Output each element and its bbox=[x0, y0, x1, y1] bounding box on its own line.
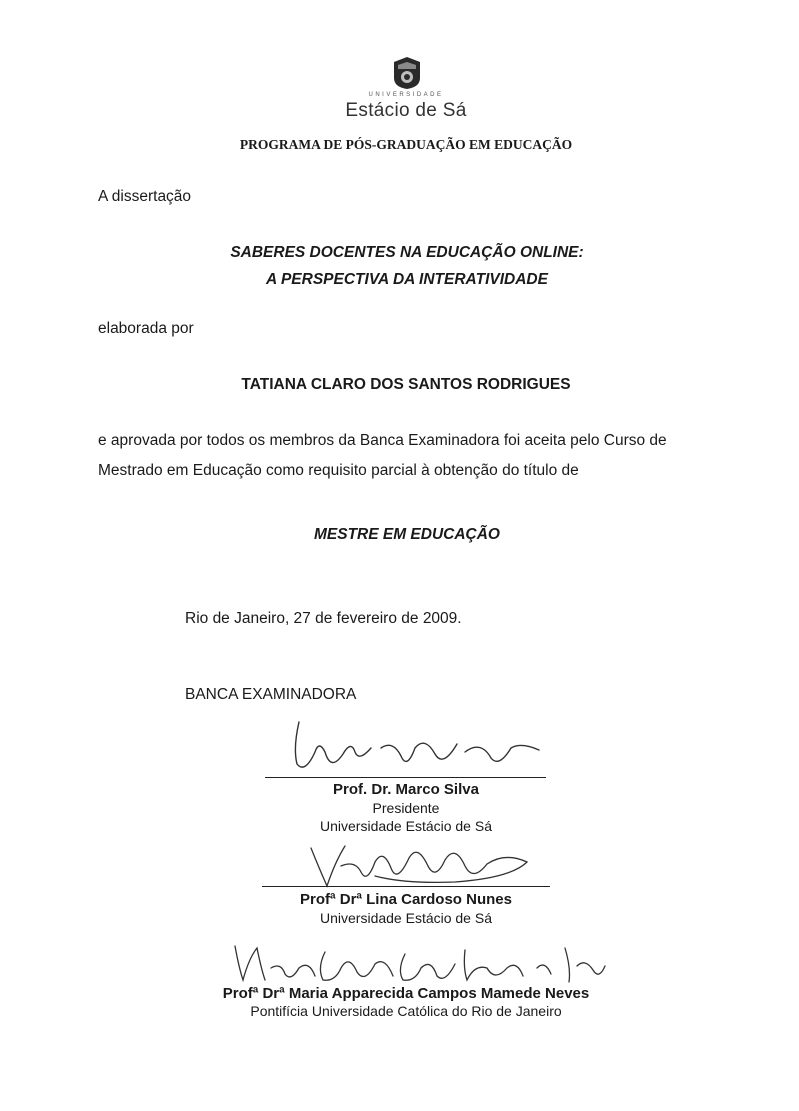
member-name: Prof. Dr. Marco Silva bbox=[333, 781, 479, 798]
signature-maria-apparecida-campos-mamede-neves bbox=[225, 938, 610, 990]
member-institution: Pontifícia Universidade Católica do Rio de Janeiro bbox=[250, 1003, 562, 1019]
member-institution: Universidade Estácio de Sá bbox=[320, 818, 492, 834]
university-name: Estácio de Sá bbox=[345, 100, 467, 121]
intro-text: A dissertação bbox=[98, 188, 192, 205]
author-intro-text: elaborada por bbox=[98, 320, 194, 337]
author-name: TATIANA CLARO DOS SANTOS RODRIGUES bbox=[241, 376, 571, 393]
degree-title: MESTRE EM EDUCAÇÃO bbox=[313, 526, 500, 543]
university-subtitle: UNIVERSIDADE bbox=[368, 92, 444, 98]
university-logo-icon bbox=[392, 56, 422, 90]
dissertation-title-line-1: SABERES DOCENTES NA EDUCAÇÃO ONLINE: bbox=[230, 244, 584, 261]
date-text: Rio de Janeiro, 27 de fevereiro de 2009. bbox=[185, 610, 462, 627]
approval-text-line-2: Mestrado em Educação como requisito parcial à obtenção do título de bbox=[98, 462, 579, 479]
signature-line bbox=[265, 777, 546, 778]
board-label: BANCA EXAMINADORA bbox=[185, 686, 357, 703]
signature-marco-silva bbox=[285, 718, 550, 780]
approval-text-line-1: e aprovada por todos os membros da Banca Examinadora foi aceita pelo Curso de bbox=[98, 432, 667, 449]
member-institution: Universidade Estácio de Sá bbox=[320, 910, 492, 926]
program-title: PROGRAMA DE PÓS-GRADUAÇÃO EM EDUCAÇÃO bbox=[239, 137, 573, 152]
member-name: Profª Drª Lina Cardoso Nunes bbox=[300, 891, 512, 908]
member-role: Presidente bbox=[372, 800, 440, 816]
dissertation-title-line-2: A PERSPECTIVA DA INTERATIVIDADE bbox=[266, 271, 548, 288]
member-name: Profª Drª Maria Apparecida Campos Mamede Neves bbox=[222, 985, 590, 1002]
signature-line bbox=[262, 886, 550, 887]
